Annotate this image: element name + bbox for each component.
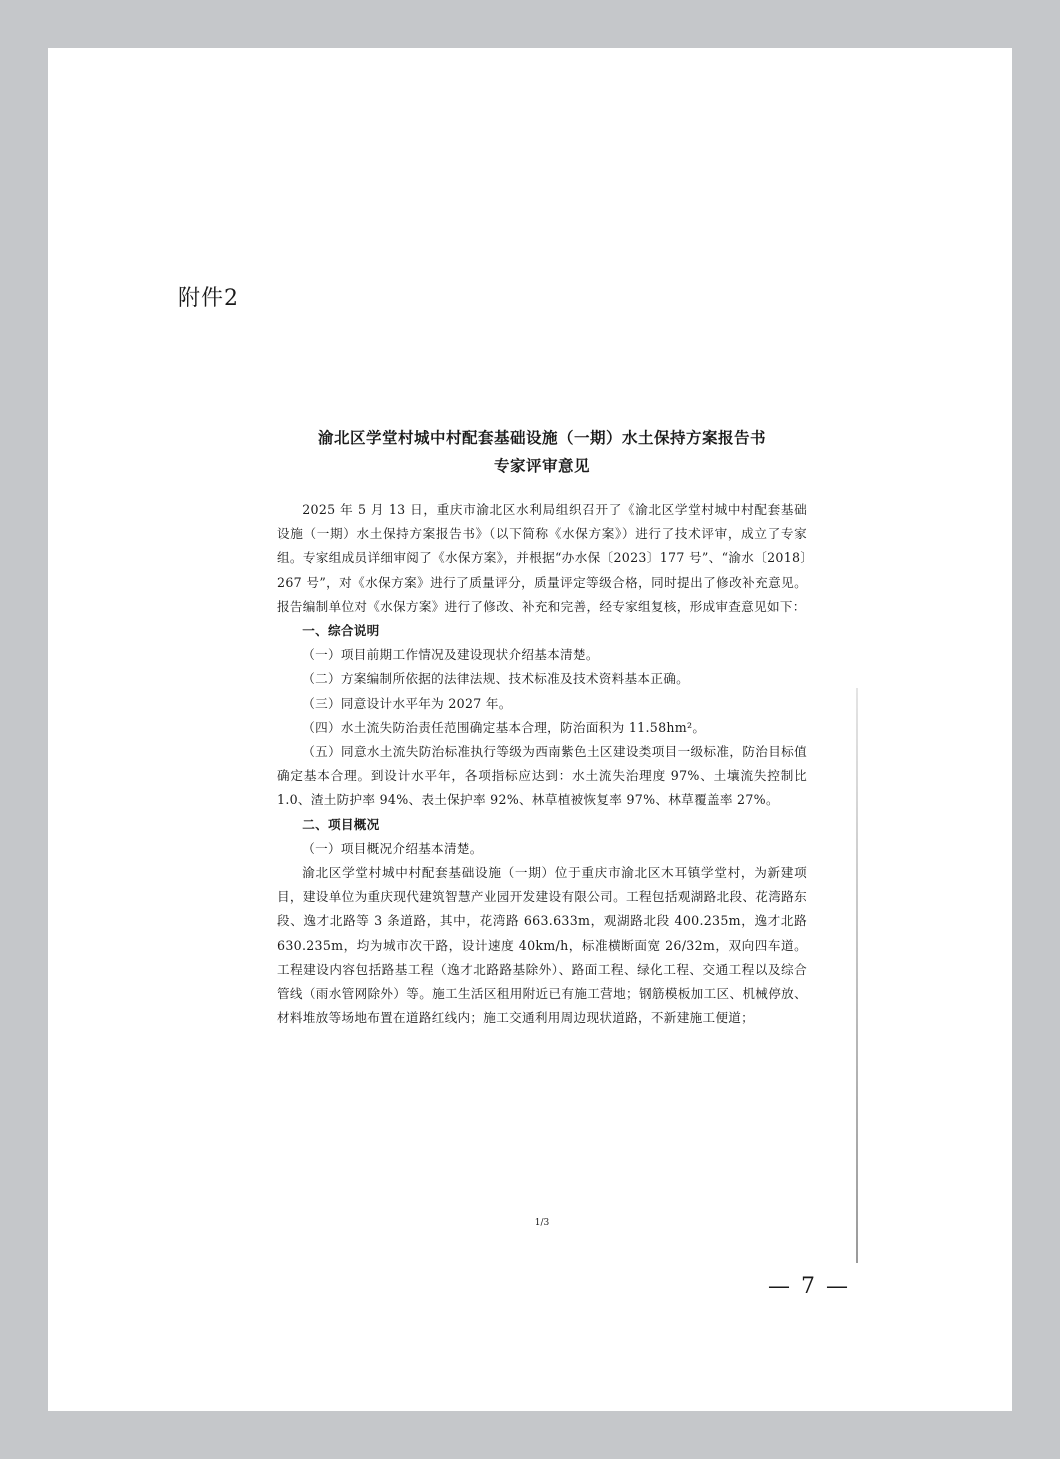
overview-item-5: （五）同意水土流失防治标准执行等级为西南紫色土区建设类项目一级标准，防治目标值确定基本合理。到设计水平年，各项指标应达到：水土流失治理度 97%、土壤流失控制比 1.0、渣土防护率 94%、表土保护率 92%、林草植被恢复率 97%、林草覆盖率 27%。 <box>277 744 807 808</box>
document-body <box>277 498 807 1030</box>
document-title: 渝北区学堂村城中村配套基础设施（一期）水土保持方案报告书 <box>317 429 766 447</box>
intro-paragraph: 2025 年 5 月 13 日，重庆市渝北区水利局组织召开了《渝北区学堂村城中村配套基础设施（一期）水土保持方案报告书》（以下简称《水保方案》）进行了技术评审，成立了专家组。专家组成员详细审阅了《水保方案》，并根据“办水保〔2023〕177 号”、“渝水〔2018〕267 号”，对《水保方案》进行了质量评分，质量评定等级合格，同时提出了修改补充意见。报告编制单位对《水保方案》进行了修改、补充和完善，经专家组复核，形成审查意见如下： <box>277 502 807 614</box>
document-subtitle: 专家评审意见 <box>493 457 590 475</box>
overview-item-4: （四）水土流失防治责任范围确定基本合理，防治面积为 11.58hm²。 <box>302 719 706 735</box>
overview-item-3: （三）同意设计水平年为 2027 年。 <box>302 695 512 711</box>
project-item-1: （一）项目概况介绍基本清楚。 <box>302 840 483 856</box>
scan-edge-line <box>856 688 858 1263</box>
project-description: 渝北区学堂村城中村配套基础设施（一期）位于重庆市渝北区木耳镇学堂村，为新建项目，建设单位为重庆现代建筑智慧产业园开发建设有限公司。工程包括观湖路北段、花湾路东段、逸才北路等 3 条道路，其中，花湾路 663.633m，观湖路北段 400.235m，逸才北路 630.235m，均为城市次干路，设计速度 40km/h，标准横断面宽 26/32m，双向四车道。工程建设内容包括路基工程（逸才北路路基除外）、路面工程、绿化工程、交通工程以及综合管线（雨水管网除外）等。施工生活区租用附近已有施工营地；钢筋模板加工区、机械停放、材料堆放等场地布置在道路红线内；施工交通利用周边现状道路，不新建施工便道； <box>277 865 807 1026</box>
document-page <box>48 48 1012 1411</box>
page-number: — 7 — <box>768 1274 850 1299</box>
section-heading-overview: 一、综合说明 <box>302 623 380 639</box>
overview-item-1: （一）项目前期工作情况及建设现状介绍基本清楚。 <box>302 647 599 663</box>
attachment-label: 附件2 <box>178 286 239 311</box>
overview-item-2: （二）方案编制所依据的法律法规、技术标准及技术资料基本正确。 <box>302 671 689 687</box>
section-heading-project: 二、项目概况 <box>302 816 380 832</box>
scan-page-number: 1/3 <box>534 1218 550 1228</box>
scanned-document <box>277 418 807 1228</box>
